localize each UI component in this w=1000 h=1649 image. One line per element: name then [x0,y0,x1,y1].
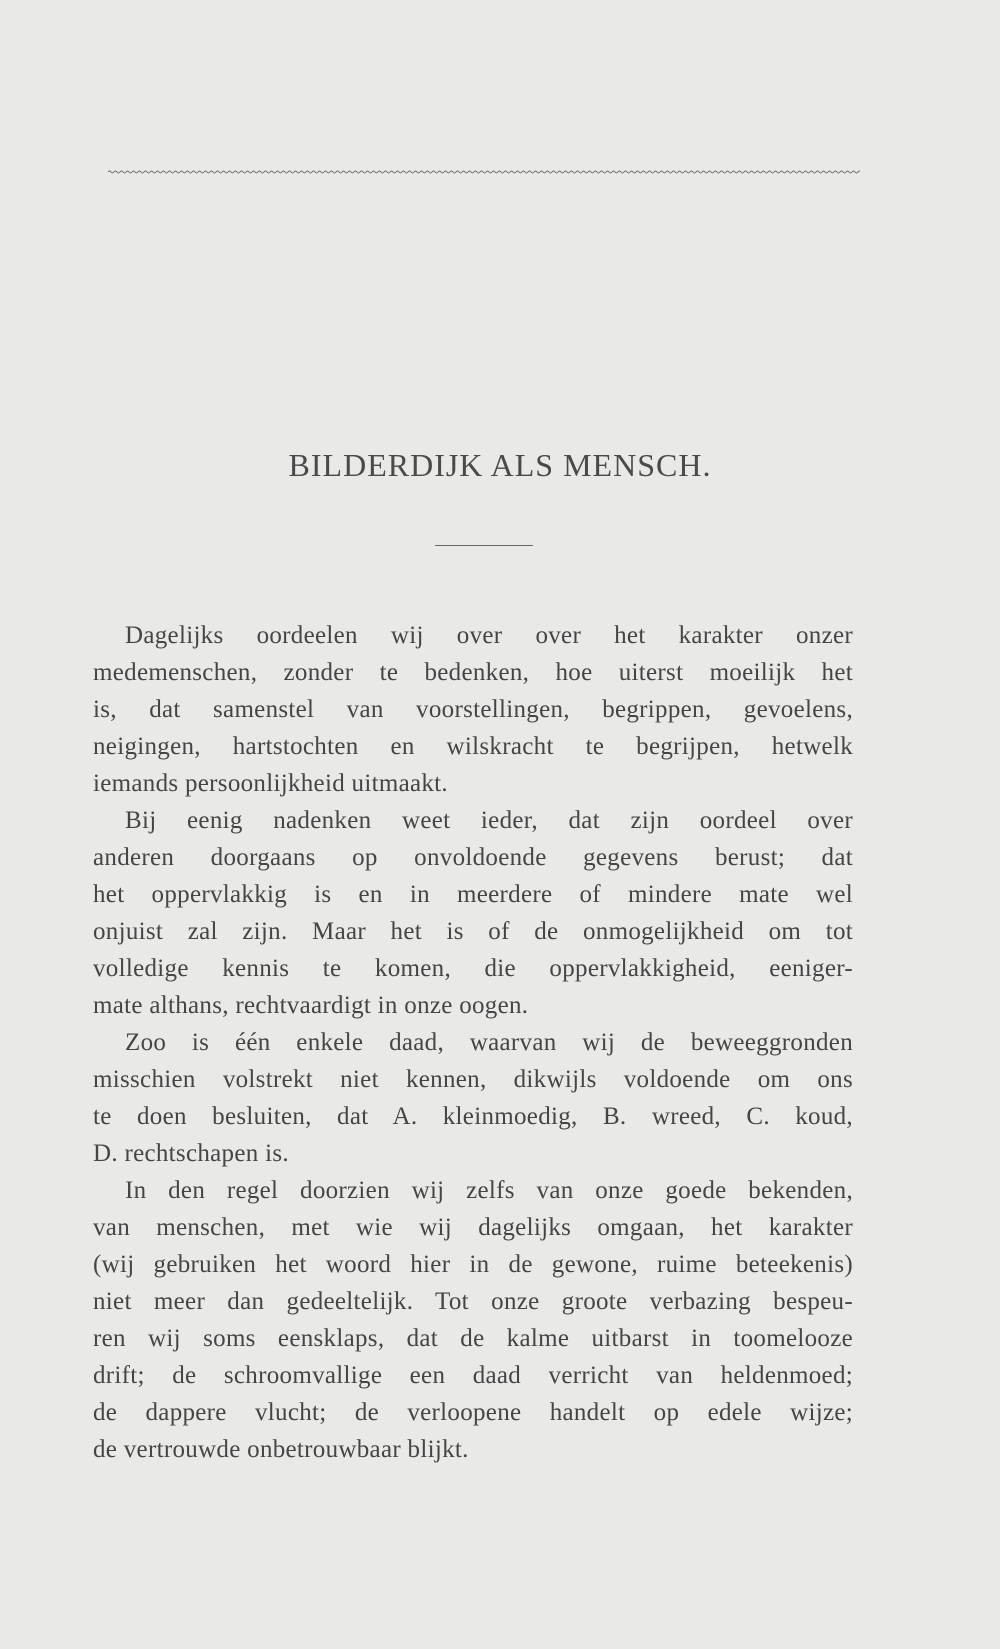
text-line: (wij gebruiken het woord hier in de gewone, ruime beteekenis) [93,1251,853,1278]
text-line: mate althans, rechtvaardigt in onze oogen. [93,992,529,1019]
text-line: anderen doorgaans op onvoldoende gegevens berust; dat [93,844,853,871]
text-line: misschien volstrekt niet kennen, dikwijls voldoende om ons [93,1066,853,1093]
text-line: niet meer dan gedeeltelijk. Tot onze groote verbazing bespeu- [93,1288,853,1315]
text-line: In den regel doorzien wij zelfs van onze goede bekenden, [125,1177,853,1204]
title-underline [435,545,533,546]
text-line: Bij eenig nadenken weet ieder, dat zijn oordeel over [125,807,853,834]
paragraph-4 [93,1172,853,1468]
text-line: Zoo is één enkele daad, waarvan wij de beweeggronden [125,1029,853,1056]
text-line: drift; de schroomvallige een daad verricht van heldenmoed; [93,1362,853,1389]
paragraph-3 [93,1024,853,1172]
text-line: neigingen, hartstochten en wilskracht te begrijpen, hetwelk [93,733,853,760]
body-text [93,617,853,1468]
paragraph-2 [93,802,853,1024]
text-line: medemenschen, zonder te bedenken, hoe uiterst moeilijk het [93,659,853,686]
text-line: het oppervlakkig is en in meerdere of mindere mate wel [93,881,853,908]
text-line: te doen besluiten, dat A. kleinmoedig, B. wreed, C. koud, [93,1103,853,1130]
chapter-title: BILDERDIJK ALS MENSCH. [288,447,712,483]
text-line: onjuist zal zijn. Maar het is of de onmogelijkheid om tot [93,918,853,945]
paragraph-1 [93,617,853,802]
wavy-divider [108,167,860,177]
text-line: ren wij soms eensklaps, dat de kalme uitbarst in toomelooze [93,1325,853,1352]
text-line: de vertrouwde onbetrouwbaar blijkt. [93,1436,469,1463]
text-line: volledige kennis te komen, die oppervlakkigheid, eeniger- [93,955,853,982]
text-line: Dagelijks oordeelen wij over over het karakter onzer [125,622,853,649]
wavy-divider-line [108,167,860,177]
text-line: van menschen, met wie wij dagelijks omgaan, het karakter [93,1214,853,1241]
text-line: de dappere vlucht; de verloopene handelt op edele wijze; [93,1399,853,1426]
text-line: is, dat samenstel van voorstellingen, begrippen, gevoelens, [93,696,853,723]
text-line: D. rechtschapen is. [93,1140,289,1167]
text-line: iemands persoonlijkheid uitmaakt. [93,770,448,797]
